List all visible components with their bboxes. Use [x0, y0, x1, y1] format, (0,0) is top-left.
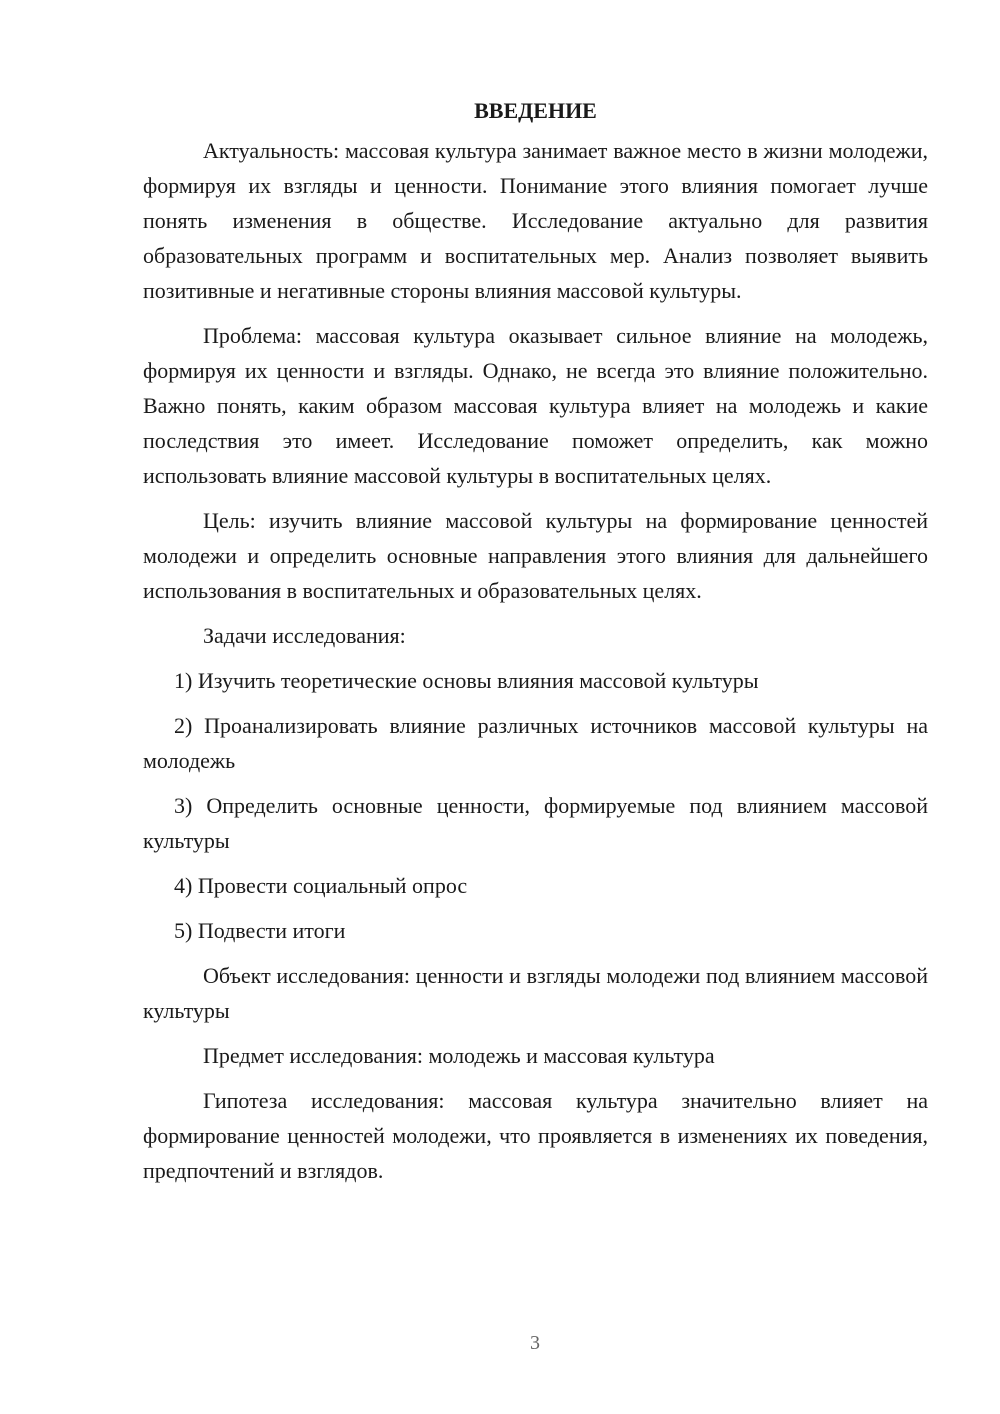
tasks-heading: Задачи исследования:: [203, 623, 406, 648]
object-paragraph: Объект исследования: ценности и взгляды молодежи под влиянием массовой культуры: [143, 963, 928, 1023]
subject-paragraph: Предмет исследования: молодежь и массовая культура: [203, 1043, 715, 1068]
goal-paragraph: Цель: изучить влияние массовой культуры на формирование ценностей молодежи и определить основные направления этого влияния для дальнейшего использования в воспитательных и образовательных целях.: [143, 508, 928, 603]
page-number: 3: [530, 1332, 540, 1354]
task-item-3: 3) Определить основные ценности, формируемые под влиянием массовой культуры: [143, 793, 928, 853]
problem-paragraph: Проблема: массовая культура оказывает сильное влияние на молодежь, формируя их ценности и взгляды. Однако, не всегда это влияние положительно. Важно понять, каким образом массовая культура влияет на молодежь и какие последствия это имеет. Исследование поможет определить, как можно использовать влияние массовой культуры в воспитательных целях.: [143, 323, 928, 488]
task-item-1: 1) Изучить теоретические основы влияния массовой культуры: [174, 668, 759, 693]
section-title: ВВЕДЕНИЕ: [474, 98, 597, 123]
task-item-5: 5) Подвести итоги: [174, 918, 346, 943]
hypothesis-paragraph: Гипотеза исследования: массовая культура значительно влияет на формирование ценностей молодежи, что проявляется в изменениях их поведения, предпочтений и взглядов.: [143, 1088, 928, 1183]
task-item-2: 2) Проанализировать влияние различных источников массовой культуры на молодежь: [143, 713, 928, 773]
task-item-4: 4) Провести социальный опрос: [174, 873, 468, 898]
relevance-paragraph: Актуальность: массовая культура занимает важное место в жизни молодежи, формируя их взгляды и ценности. Понимание этого влияния помогает лучше понять изменения в обществе. Исследование актуально для развития образовательных программ и воспитательных мер. Анализ позволяет выявить позитивные и негативные стороны влияния массовой культуры.: [143, 138, 928, 303]
document-page: [143, 93, 928, 1198]
